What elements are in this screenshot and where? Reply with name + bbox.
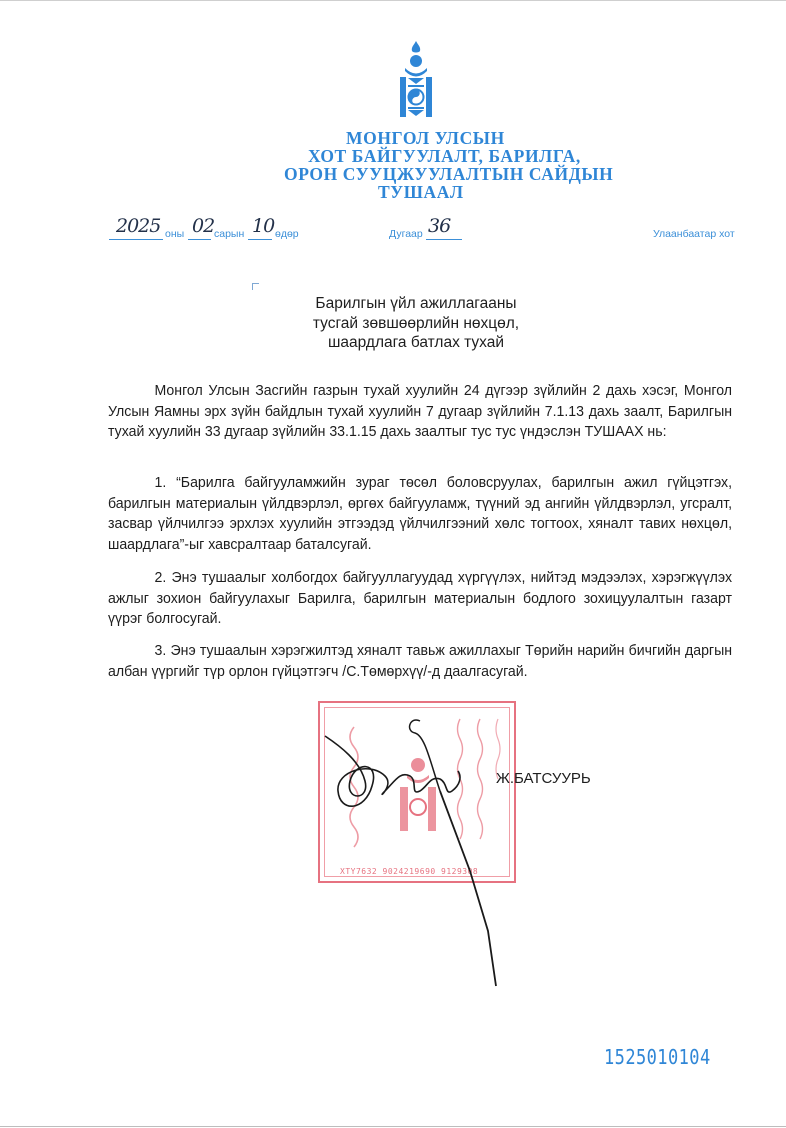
subject-line-3: шаардлага батлах тухай <box>327 334 505 351</box>
year-label: оны <box>165 228 185 240</box>
header-line-3: ОРОН СУУЦЖУУЛАЛТЫН САЙДЫН <box>284 164 614 184</box>
stamp-code: ХТҮ7632 9024219690 9129308 <box>340 867 479 876</box>
header-line-4: ТУШААЛ <box>378 182 464 202</box>
preamble-text: Монгол Улсын Засгийн газрын тухай хуулийн 24 дүгээр зүйлийн 2 дахь хэсэг, Монгол Улсын Яамны эрх зүйн байдлын тухай хуулийн 7 дугаар зүйлийн 7.1.13 дахь заалт, Барилгын тухай хуулийн 33 дугаар зүйлийн 33.1.15 дахь заалтыг тус тус үндэслэн ТУШААХ нь: <box>108 382 733 440</box>
month-value: 02 <box>192 215 215 237</box>
number-value: 36 <box>428 215 451 237</box>
month-label: сарын <box>214 228 245 240</box>
clause-3-text: 3. Энэ тушаалын хэрэгжилтэд хяналт тавьж ажиллахыг Төрийн нарийн бичгийн даргын албан үүргийг түр орлон гүйцэтгэгч /С.Төмөрхүү/-д даалгасугай. <box>108 642 733 680</box>
signature-mark <box>0 1 786 1128</box>
header-line-1: МОНГОЛ УЛСЫН <box>346 128 505 148</box>
clause-2-text: 2. Энэ тушаалыг холбогдох байгууллагуудад хүргүүлэх, нийтэд мэдээлэх, хэрэгжүүлэх ажлыг зохион байгуулахыг Барилга, барилгын материалын бодлого зохицуулалтын газарт үүрэг болгосугай. <box>108 569 733 627</box>
subject-line-2: тусгай зөвшөөрлийн нөхцөл, <box>312 314 520 332</box>
day-label: өдөр <box>275 228 299 240</box>
subject-line-1: Барилгын үйл ажиллагааны <box>315 295 517 312</box>
number-label: Дугаар <box>389 228 423 240</box>
year-value: 2025 <box>116 215 161 237</box>
header-line-2: ХОТ БАЙГУУЛАЛТ, БАРИЛГА, <box>308 146 581 166</box>
registration-number: 1525010104 <box>604 1045 711 1069</box>
clause-1-text: 1. “Барилга байгууламжийн зураг төсөл боловсруулах, барилгын ажил гүйцэтгэх, барилгын материалын үйлдвэрлэл, өргөх байгууламж, түүний эд ангийн үйлдвэрлэл, угсралт, засвар үйлчилгээ эрхлэх хуулийн этгээдэд үйлчилгээний хөлс тогтоох, хяналт тавих нөхцөл, шаардлага”-ыг хавсралтаар баталсугай. <box>108 474 733 553</box>
city-label: Улаанбаатар хот <box>653 228 735 240</box>
signer-name: Ж.БАТСУУРЬ <box>496 770 591 787</box>
day-value: 10 <box>252 215 275 237</box>
